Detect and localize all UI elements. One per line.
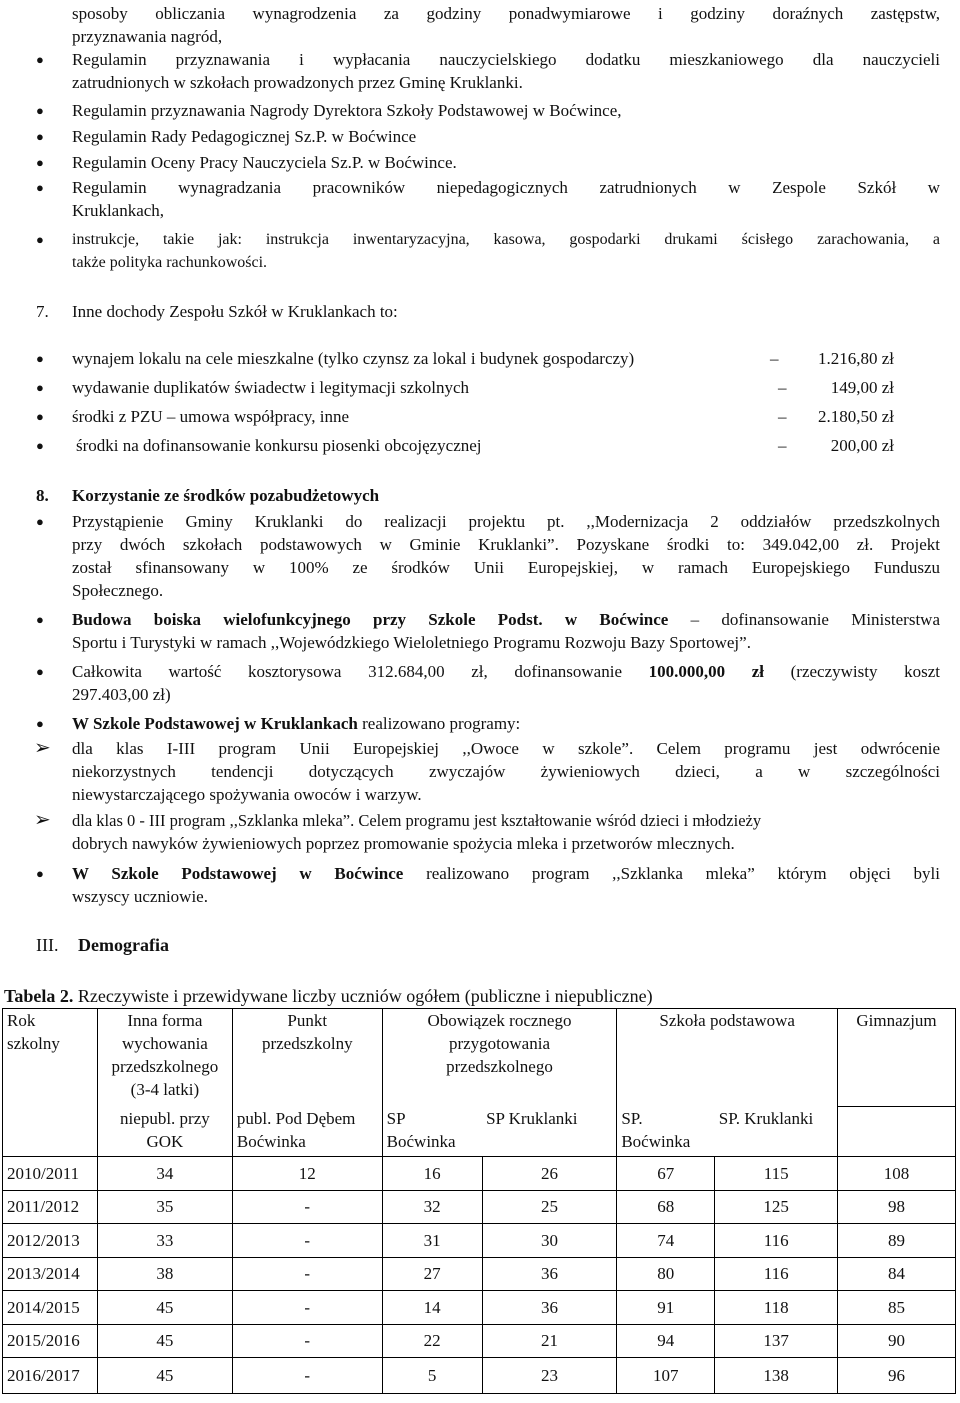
section-title: Demografia bbox=[78, 935, 169, 955]
cell-sp-kruklanki-2: 115 bbox=[715, 1157, 838, 1191]
bullet-icon: ● bbox=[36, 351, 44, 366]
cell-sp-kruklanki-2: 118 bbox=[715, 1291, 838, 1325]
header-other-form: Inna forma wychowania przedszkolnego (3-4 latki) bbox=[97, 1009, 232, 1107]
sub-sp-kruklanki-2: SP. Kruklanki bbox=[715, 1107, 838, 1157]
cell-sp-bocwinka: 5 bbox=[382, 1358, 482, 1394]
list-item: Regulamin przyznawania Nagrody Dyrektora Szkoły Podstawowej w Boćwince, bbox=[72, 101, 622, 120]
cell-year: 2012/2013 bbox=[3, 1224, 98, 1258]
cell-sp-kruklanki-2: 116 bbox=[715, 1224, 838, 1258]
cell-gymnasium: 84 bbox=[838, 1257, 956, 1291]
cell-point: - bbox=[232, 1358, 382, 1394]
paragraph-line: został sfinansowany w 100% ze środków Unii Europejskiej, w ramach Europejskiego Funduszu bbox=[72, 558, 940, 577]
bullet-icon: ● bbox=[36, 180, 44, 195]
paragraph-line: niewystarczającego spożywania owoców i warzyw. bbox=[72, 785, 422, 804]
bullet-icon: ● bbox=[36, 612, 44, 627]
sub-sp-bocwinka: SP Boćwinka bbox=[382, 1107, 482, 1157]
income-label: wynajem lokalu na cele mieszkalne (tylko czynsz za lokal i budynek gospodarczy) bbox=[72, 349, 635, 368]
section-title: Inne dochody Zespołu Szkół w Kruklankach to: bbox=[72, 302, 398, 321]
text-span: (rzeczywisty koszt bbox=[764, 662, 940, 681]
cell-point: - bbox=[232, 1257, 382, 1291]
cell-sp-bocwinka-2: 67 bbox=[617, 1157, 715, 1191]
table-row bbox=[3, 1358, 956, 1394]
table-body bbox=[3, 1157, 956, 1394]
list-item: Regulamin Oceny Pracy Nauczyciela Sz.P. w Boćwince. bbox=[72, 153, 457, 172]
table-row bbox=[3, 1190, 956, 1224]
cell-sp-kruklanki: 36 bbox=[482, 1257, 617, 1291]
cell-year: 2013/2014 bbox=[3, 1257, 98, 1291]
table-row bbox=[3, 1257, 956, 1291]
cell-gymnasium: 98 bbox=[838, 1190, 956, 1224]
cell-year: 2011/2012 bbox=[3, 1190, 98, 1224]
income-amount: 2.180,50 zł bbox=[817, 407, 894, 426]
dash: – bbox=[778, 378, 787, 397]
sub-sp-bocwinka-2: SP. Boćwinka bbox=[617, 1107, 715, 1157]
cell-sp-bocwinka-2: 80 bbox=[617, 1257, 715, 1291]
paragraph-line: niekorzystnych tendencji dotyczących zwyczajów żywieniowych dzieci, a w szczególności bbox=[72, 762, 940, 781]
bullet-icon: ● bbox=[36, 232, 44, 247]
cell-sp-kruklanki-2: 137 bbox=[715, 1324, 838, 1358]
cell-point: - bbox=[232, 1324, 382, 1358]
bullet-icon: ● bbox=[36, 514, 44, 529]
cell-gymnasium: 89 bbox=[838, 1224, 956, 1258]
text-line: przyznawania nagród, bbox=[72, 27, 223, 46]
income-label: środki na dofinansowanie konkursu piosenki obcojęzycznej bbox=[76, 436, 482, 455]
cell-year: 2014/2015 bbox=[3, 1291, 98, 1325]
list-item: Regulamin wynagradzania pracowników niepedagogicznych zatrudnionych w Zespole Szkół w bbox=[72, 178, 940, 197]
cell-other-form: 38 bbox=[97, 1257, 232, 1291]
sub-nonpublic: niepubl. przy GOK bbox=[97, 1107, 232, 1157]
paragraph-line bbox=[72, 712, 520, 735]
dash: – bbox=[778, 407, 787, 426]
text-span: realizowano program ,,Szklanka mleka” którym objęci byli bbox=[403, 864, 940, 883]
cell-sp-kruklanki: 25 bbox=[482, 1190, 617, 1224]
income-label: wydawanie duplikatów świadectw i legitymacji szkolnych bbox=[72, 378, 470, 397]
header-gymnasium: Gimnazjum bbox=[838, 1009, 956, 1107]
cell-point: 12 bbox=[232, 1157, 382, 1191]
cell-sp-bocwinka-2: 94 bbox=[617, 1324, 715, 1358]
bullet-icon: ● bbox=[36, 103, 44, 118]
cell-other-form: 35 bbox=[97, 1190, 232, 1224]
bullet-icon: ● bbox=[36, 716, 44, 731]
cell-sp-bocwinka-2: 107 bbox=[617, 1358, 715, 1394]
bullet-icon: ● bbox=[36, 438, 44, 453]
header-primary-school: Szkoła podstawowa bbox=[617, 1009, 838, 1107]
dash: – bbox=[778, 436, 787, 455]
cell-point: - bbox=[232, 1291, 382, 1325]
caption-text: Rzeczywiste i przewidywane liczby uczniów ogółem (publiczne i niepubliczne) bbox=[73, 986, 653, 1006]
cell-sp-kruklanki: 36 bbox=[482, 1291, 617, 1325]
bullet-icon: ● bbox=[36, 52, 44, 67]
cell-year: 2010/2011 bbox=[3, 1157, 98, 1191]
table-row bbox=[3, 1224, 956, 1258]
cell-sp-kruklanki-2: 125 bbox=[715, 1190, 838, 1224]
cell-year: 2015/2016 bbox=[3, 1324, 98, 1358]
bold-phrase: 100.000,00 zł bbox=[648, 662, 765, 681]
section-title: Korzystanie ze środków pozabudżetowych bbox=[72, 486, 380, 505]
cell-sp-bocwinka: 32 bbox=[382, 1190, 482, 1224]
arrow-bullet-icon: ➢ bbox=[34, 737, 51, 759]
cell-sp-bocwinka: 14 bbox=[382, 1291, 482, 1325]
cell-other-form: 45 bbox=[97, 1291, 232, 1325]
list-item: Regulamin Rady Pedagogicznej Sz.P. w Boćwince bbox=[72, 127, 417, 146]
cell-sp-bocwinka-2: 68 bbox=[617, 1190, 715, 1224]
cell-sp-bocwinka: 22 bbox=[382, 1324, 482, 1358]
cell-sp-bocwinka: 31 bbox=[382, 1224, 482, 1258]
cell-other-form: 33 bbox=[97, 1224, 232, 1258]
cell-gymnasium: 90 bbox=[838, 1324, 956, 1358]
cell-sp-bocwinka: 27 bbox=[382, 1257, 482, 1291]
paragraph-line bbox=[72, 862, 940, 885]
list-item: instrukcje, takie jak: instrukcja inwentaryzacyjna, kasowa, gospodarki drukami ścisłego zarachowania, a bbox=[72, 231, 940, 248]
paragraph-line bbox=[72, 660, 940, 683]
cell-other-form: 45 bbox=[97, 1358, 232, 1394]
section-number: 7. bbox=[36, 302, 49, 321]
paragraph-line bbox=[72, 608, 940, 631]
cell-sp-kruklanki-2: 116 bbox=[715, 1257, 838, 1291]
cell-gymnasium: 96 bbox=[838, 1358, 956, 1394]
paragraph-line: Przystąpienie Gminy Kruklanki do realizacji projektu pt. ,,Modernizacja 2 oddziałów przedszkolnych bbox=[72, 512, 940, 531]
income-label: środki z PZU – umowa współpracy, inne bbox=[72, 407, 349, 426]
cell-sp-kruklanki-2: 138 bbox=[715, 1358, 838, 1394]
cell-sp-bocwinka-2: 74 bbox=[617, 1224, 715, 1258]
table-row bbox=[3, 1291, 956, 1325]
paragraph-line: 297.403,00 zł) bbox=[72, 685, 171, 704]
table-caption bbox=[4, 985, 653, 1008]
paragraph-line: Sportu i Turystyki w ramach ,,Wojewódzkiego Wieloletniego Programu Rozwoju Bazy Sportowej”. bbox=[72, 633, 751, 652]
bullet-icon: ● bbox=[36, 409, 44, 424]
cell-gymnasium: 108 bbox=[838, 1157, 956, 1191]
paragraph-line: przy dwóch szkołach podstawowych w Gminie Kruklanki”. Pozyskane środki to: 349.042,00 zł. Projekt bbox=[72, 535, 940, 554]
bullet-icon: ● bbox=[36, 155, 44, 170]
header-point: Punkt przedszkolny bbox=[232, 1009, 382, 1107]
students-table bbox=[2, 1008, 956, 1394]
cell-sp-kruklanki: 30 bbox=[482, 1224, 617, 1258]
income-amount: 149,00 zł bbox=[830, 378, 894, 397]
cell-year: 2016/2017 bbox=[3, 1358, 98, 1394]
bullet-icon: ● bbox=[36, 380, 44, 395]
cell-sp-kruklanki: 26 bbox=[482, 1157, 617, 1191]
bold-phrase: Budowa boiska wielofunkcyjnego przy Szkole Podst. w Boćwince bbox=[72, 610, 669, 629]
section-number: III. bbox=[36, 935, 59, 955]
list-item: zatrudnionych w szkołach prowadzonych przez Gminę Kruklanki. bbox=[72, 73, 523, 92]
cell-sp-kruklanki: 21 bbox=[482, 1324, 617, 1358]
arrow-bullet-icon: ➢ bbox=[34, 809, 51, 831]
text-span: realizowano programy: bbox=[357, 714, 521, 733]
cell-sp-bocwinka: 16 bbox=[382, 1157, 482, 1191]
sub-public: publ. Pod Dębem Boćwinka bbox=[232, 1107, 382, 1157]
bullet-icon: ● bbox=[36, 664, 44, 679]
bold-phrase: W Szkole Podstawowej w Boćwince bbox=[72, 864, 404, 883]
cell-other-form: 45 bbox=[97, 1324, 232, 1358]
paragraph-line: dla klas I-III program Unii Europejskiej ,,Owoce w szkole”. Celem programu jest odwrócenie bbox=[72, 739, 940, 758]
section-number: 8. bbox=[36, 486, 49, 505]
cell-point: - bbox=[232, 1224, 382, 1258]
cell-other-form: 34 bbox=[97, 1157, 232, 1191]
paragraph-line: Społecznego. bbox=[72, 581, 164, 600]
table-row bbox=[3, 1157, 956, 1191]
text-span: Całkowita wartość kosztorysowa 312.684,00 zł, dofinansowanie bbox=[72, 662, 649, 681]
header-obligation: Obowiązek rocznego przygotowania przedszkolnego bbox=[382, 1009, 617, 1107]
sub-sp-kruklanki: SP Kruklanki bbox=[482, 1107, 617, 1157]
paragraph-line: dobrych nawyków żywieniowych poprzez promowanie spożycia mleka i przetworów mlecznych. bbox=[72, 834, 735, 853]
dash: – bbox=[770, 349, 779, 368]
caption-label: Tabela 2. bbox=[4, 986, 74, 1006]
bullet-icon: ● bbox=[36, 129, 44, 144]
list-item: Regulamin przyznawania i wypłacania nauczycielskiego dodatku mieszkaniowego dla nauczycieli bbox=[72, 50, 940, 69]
bold-phrase: W Szkole Podstawowej w Kruklankach bbox=[72, 714, 358, 733]
cell-gymnasium: 85 bbox=[838, 1291, 956, 1325]
list-item: także polityka rachunkowości. bbox=[72, 254, 268, 271]
sub-empty bbox=[838, 1107, 956, 1157]
text-line: sposoby obliczania wynagrodzenia za godziny ponadwymiarowe i godziny doraźnych zastępstw, bbox=[72, 4, 940, 23]
cell-sp-bocwinka-2: 91 bbox=[617, 1291, 715, 1325]
income-amount: 1.216,80 zł bbox=[817, 349, 894, 368]
bullet-icon: ● bbox=[36, 866, 44, 881]
paragraph-line: dla klas 0 - III program ,,Szklanka mleka”. Celem programu jest kształtowanie wśród dzieci i młodzieży bbox=[72, 811, 762, 830]
paragraph-line: wszyscy uczniowie. bbox=[72, 887, 208, 906]
cell-sp-kruklanki: 23 bbox=[482, 1358, 617, 1394]
income-amount: 200,00 zł bbox=[830, 436, 894, 455]
header-year: Rok szkolny bbox=[3, 1009, 98, 1157]
text-span: – dofinansowanie Ministerstwa bbox=[668, 610, 940, 629]
table-row bbox=[3, 1324, 956, 1358]
cell-point: - bbox=[232, 1190, 382, 1224]
list-item: Kruklankach, bbox=[72, 201, 165, 220]
